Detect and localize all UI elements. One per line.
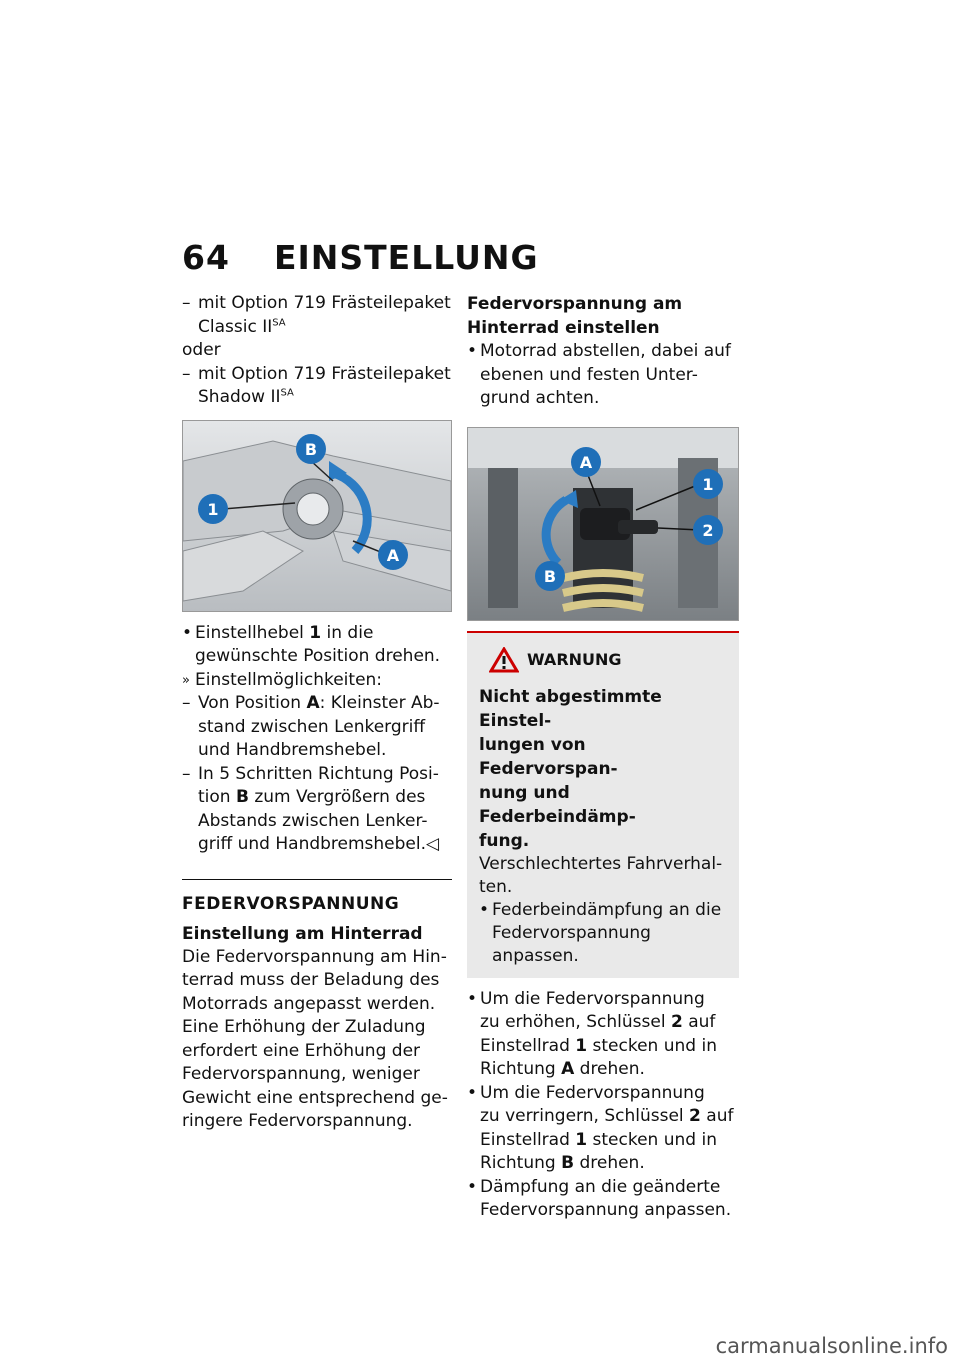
warning-title: WARNUNG (489, 647, 729, 673)
label-1: 1 (207, 499, 219, 519)
watermark: carmanualsonline.info (715, 1334, 948, 1358)
section-title: FEDERVORSPANNUNG (182, 879, 452, 916)
step-lever: • Einstellhebel 1 in die gewünschte Position drehen. (182, 622, 441, 666)
page-number: 64 (182, 238, 230, 277)
warning-headline: Nicht abgestimmte Einstel- lungen von Federvorspan- nung und Federbeindämp- fung. (479, 686, 662, 851)
option-position-a: – Von Position A: Kleinster Ab- stand zwischen Lenkergriff und Handbremshebel. (182, 693, 440, 760)
label-b: B (543, 566, 557, 586)
label-a: A (579, 452, 593, 472)
intro-paragraph: Die Federvorspannung am Hin- terrad muss der Beladung des Motorrads angepasst werden. Eine Erhöhung der Zuladung erfordert eine Erhöhung der Federvorspannung, weniger Gewicht eine entsprechend ge- ringere Federvorspannung. (182, 946, 448, 1131)
result-line: » Einstellmöglichkeiten: (182, 669, 383, 690)
chapter-title: EINSTELLUNG (273, 238, 539, 277)
oder-text: oder (182, 340, 221, 360)
option-classic: – mit Option 719 Frästeilepaket Classic $II^{SA}$ (182, 293, 451, 337)
step-damping: • Dämpfung an die geänderte Federvorspannung anpassen. (467, 1176, 732, 1220)
warning-text: Verschlechtertes Fahrverhal- ten. (479, 853, 723, 897)
label-2: 2 (702, 520, 714, 540)
shock-figure (467, 427, 739, 621)
subsection-title: Einstellung am Hinterrad (182, 923, 423, 944)
step-decrease: • Um die Federvorspannung zu verringern, Schlüssel 2 auf Einstellrad 1 stecken und in Richtung B drehen. (467, 1082, 734, 1173)
label-b: B (304, 439, 318, 459)
page-header (182, 238, 539, 277)
end-marker-icon: ◁ (426, 834, 440, 854)
option-position-b: – In 5 Schritten Richtung Posi- tion B zum Vergrößern des Abstands zwischen Lenker- griff und Handbremshebel.◁ (182, 763, 440, 854)
label-a: A (386, 545, 400, 565)
step-park: • Motorrad abstellen, dabei auf ebenen und festen Unter- grund achten. (467, 341, 731, 408)
warning-box (467, 631, 739, 978)
option-shadow: – mit Option 719 Frästeilepaket Shadow $II^{SA}$ (182, 363, 451, 407)
warning-triangle-icon (489, 647, 519, 673)
lever-illustration (183, 421, 451, 611)
left-column (182, 292, 452, 1134)
right-column (467, 292, 739, 1223)
warning-bullet: • Federbeindämpfung an die Federvorspannung anpassen. (479, 899, 722, 966)
label-1: 1 (702, 474, 714, 494)
procedure-title: Federvorspannung am Hinterrad einstellen (467, 294, 683, 338)
lever-figure (182, 420, 452, 612)
shock-illustration (468, 428, 738, 620)
step-increase: • Um die Federvorspannung zu erhöhen, Schlüssel 2 auf Einstellrad 1 stecken und in Richtung A drehen. (467, 988, 717, 1079)
